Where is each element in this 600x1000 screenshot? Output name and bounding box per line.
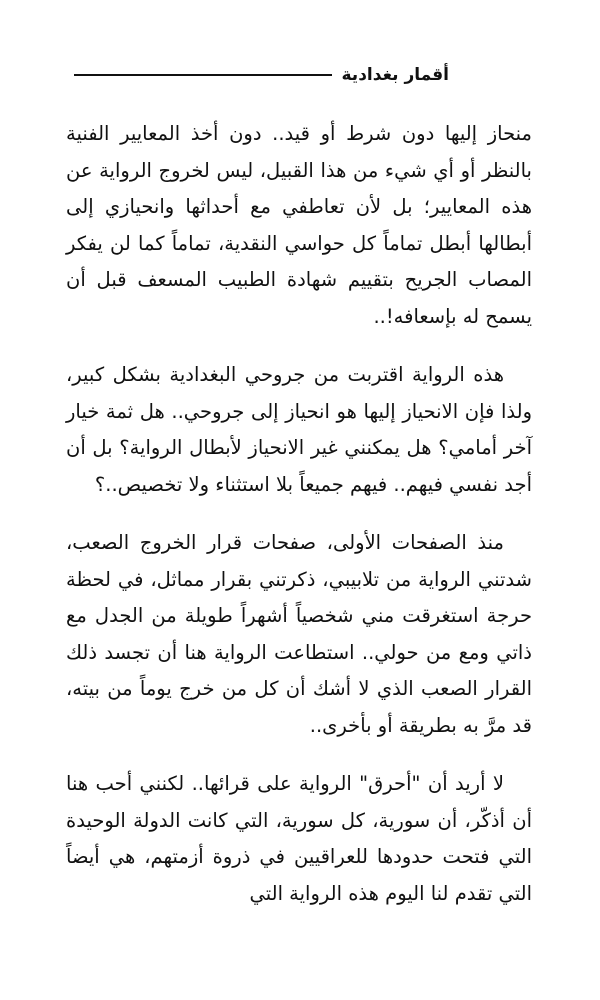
header-rule	[74, 74, 332, 76]
running-header	[74, 58, 449, 92]
paragraph-4: لا أريد أن "أحرق" الرواية على قرائها.. لكنني أحب هنا أن أذكّر، أن سورية، كل سورية، التي كانت الدولة الوحيدة التي فتحت حدودها للعراقيين في ذروة أزمتهم، هي أيضاً التي تقدم لنا اليوم هذه الرواية التي	[66, 772, 532, 905]
book-title: أقمار بغدادية	[341, 65, 449, 85]
paragraph-1: منحاز إليها دون شرط أو قيد.. دون أخذ المعايير الفنية بالنظر أو أي شيء من هذا القبيل، ليس لخروج الرواية عن هذه المعايير؛ بل لأن تعاطفي مع أحداثها وانحيازي إلى أبطالها أبطل تماماً كل حواسي النقدية، تماماً كما لن يفكر المصاب الجريح بتقييم شهادة الطبيب المسعف قبل أن يسمح له بإسعافه!..	[66, 122, 532, 328]
body-text	[66, 116, 532, 934]
paragraph-3: منذ الصفحات الأولى، صفحات قرار الخروج الصعب، شدتني الرواية من تلابيبي، ذكرتني بقرار مماثل، في لحظة حرجة استغرقت مني شخصياً أشهراً طويلة من الجدل مع ذاتي ومع من حولي.. استطاعت الرواية هنا أن تجسد ذلك القرار الصعب الذي لا أشك أن كل من خرج يوماً من بيته، قد مرَّ به بطريقة أو بأخرى..	[66, 531, 532, 737]
paragraph-2: هذه الرواية اقتربت من جروحي البغدادية بشكل كبير، ولذا فإن الانحياز إليها هو انحياز إلى جروحي.. هل ثمة خيار آخر أمامي؟ هل يمكنني غير الانحياز لأبطال الرواية؟ بل أن أجد نفسي فيهم.. فيهم جميعاً بلا استثناء ولا تخصيص..؟	[66, 363, 532, 496]
